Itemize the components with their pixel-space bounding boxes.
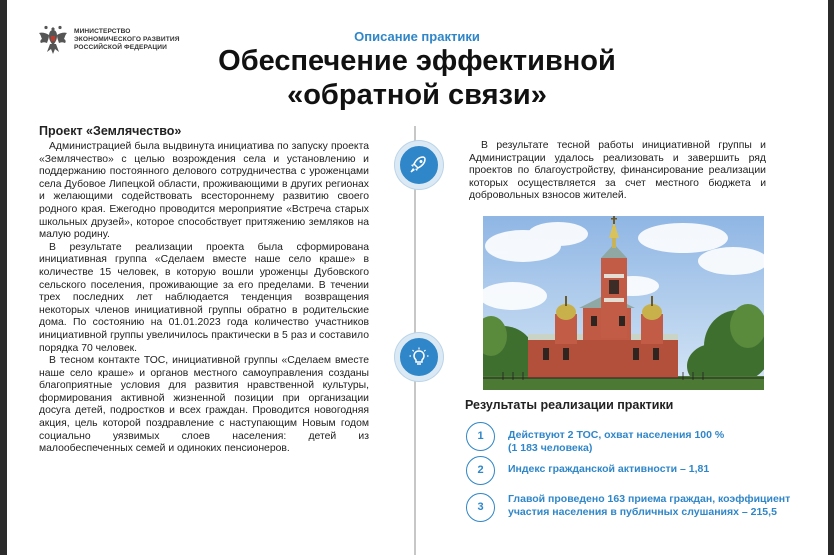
result-number: 1	[466, 422, 495, 451]
result-line: участия населения в публичных слушаниях – 215,5	[508, 506, 777, 518]
left-paragraph-1: Администрацией была выдвинута инициатива по запуску проекта «Землячество» с целью возрождения села и установлению и поддержанию постоянного делового сотрудничества с уроженцами села Дубовое Липецкой области, проживающими в других регионах и желающими содействовать всестороннему развитию своего родного края. Ежегодно проводится мероприятие «Встреча старых школьных друзей», которое способствует притяжению земляков на малую родину.	[39, 141, 369, 241]
result-number: 2	[466, 456, 495, 485]
timeline-node-1	[395, 141, 443, 189]
left-column	[39, 124, 369, 456]
result-line: Индекс гражданской активности – 1,81	[508, 463, 710, 475]
result-text	[508, 429, 724, 455]
project-title: Проект «Землячество»	[39, 124, 182, 138]
left-paragraph-3: В тесном контакте ТОС, инициативной группы «Сделаем вместе наше село краше» и органов местного самоуправления созданы благоприятные условия для развития нравственной культуры, формирования активной жизненной позиции при организации досуга детей, подростков и всех граждан. Проводится новогодняя акция, цель которой поздравление с наступающим Новым годом социально уязвимых слоев населения: детей из малообеспеченных семей и одиноких пенсионеров.	[39, 355, 369, 455]
ministry-line: РОССИЙСКОЙ ФЕДЕРАЦИИ	[74, 44, 167, 51]
result-number: 3	[466, 493, 495, 522]
section-kicker: Описание практики	[354, 29, 480, 44]
right-column	[469, 140, 766, 203]
result-line: Действуют 2 ТОС, охват населения 100 %	[508, 429, 725, 441]
church-photo	[483, 216, 764, 390]
ministry-line: ЭКОНОМИЧЕСКОГО РАЗВИТИЯ	[74, 36, 180, 43]
rocket-icon	[409, 155, 429, 175]
results-title: Результаты реализации практики	[465, 398, 674, 412]
timeline-node-2	[395, 333, 443, 381]
page-title	[0, 44, 834, 112]
result-text	[508, 493, 790, 519]
right-paragraph: В результате тесной работы инициативной группы и Администрации удалось реализовать и завершить ряд проектов по благоустройству, финансирование реализации которых осуществляется за счет местного бюджета и добровольных взносов жителей.	[469, 140, 766, 202]
result-line: (1 183 человека)	[508, 442, 593, 454]
left-paragraph-2: В результате реализации проекта была сформирована инициативная группа «Сделаем вместе наше село краше» в количестве 15 человек, в которую вошли уроженцы Дубовского сельского поселения, проживающие за его пределами. В течении трех последних лет наблюдается тенденция возвращения некоторых членов инициативной группы обратно в родительские дома. По состоянию на 01.01.2023 года количество участников инициативной группы увеличилось практически в 5 раз и составило порядка 70 человек.	[39, 241, 369, 354]
page-title-line-2: «обратной связи»	[287, 79, 547, 111]
page-title-line-1: Обеспечение эффективной	[218, 45, 616, 77]
lightbulb-icon	[409, 347, 429, 367]
ministry-line: МИНИСТЕРСТВО	[74, 28, 131, 35]
result-text	[508, 463, 709, 476]
result-line: Главой проведено 163 приема граждан, коэффициент	[508, 493, 791, 505]
